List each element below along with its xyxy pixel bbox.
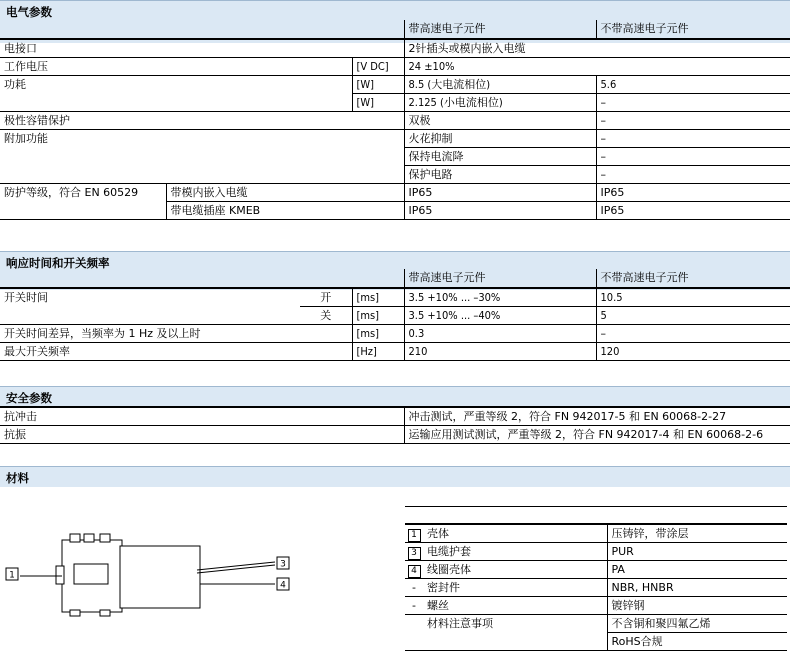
table-row [0,343,790,361]
table-row [0,76,790,94]
row-value-nofast: 5.6 [596,76,790,94]
row-label: 附加功能 [4,132,48,145]
name-plate [74,564,108,584]
table-row [0,307,790,325]
material-index: 4 [408,565,421,578]
row-value-nofast: – [596,94,790,112]
callout-3: 3 [280,559,286,570]
material-index: 3 [408,547,421,560]
table-row [405,579,787,597]
material-value: 不含铜和聚四氟乙烯 [607,615,787,633]
table-row [0,184,790,202]
row-value-fast: 保持电流降 [404,148,596,166]
table-row [0,202,790,220]
section-title: 安全参数 [6,391,52,405]
row-value-fast: 210 [404,343,596,361]
safety-table [0,406,790,444]
material-value: 镀锌钢 [607,597,787,615]
row-value-nofast: 5 [596,307,790,325]
table-row [0,325,790,343]
material-value: PUR [607,543,787,561]
col-header-fast: 带高速电子元件 [404,20,596,39]
material-name: 密封件 [423,579,607,597]
table-row [0,426,790,444]
row-value-nofast: 10.5 [596,288,790,307]
table-row [405,597,787,615]
table-row [405,615,787,633]
row-unit: [Hz] [352,343,404,361]
table-row [0,407,790,426]
material-index: - [405,579,423,597]
table-row [405,633,787,651]
table-row [0,130,790,148]
row-sublabel: 关 [300,307,352,325]
table-row [405,543,787,561]
table-row [405,561,787,579]
row-value-fast: 双极 [404,112,596,130]
row-value: 24 ±10% [404,58,790,76]
material-name: 线圈壳体 [423,561,607,579]
row-label: 抗冲击 [0,407,404,426]
material-name: 材料注意事项 [427,617,493,631]
row-value-nofast: – [596,112,790,130]
row-label: 最大开关频率 [0,343,352,361]
row-unit: [ms] [352,288,404,307]
row-value-fast: 保护电路 [404,166,596,184]
material-value: RoHS合规 [607,633,787,651]
section-title: 材料 [6,471,29,485]
row-value-nofast: IP65 [596,202,790,220]
row-value-nofast: IP65 [596,184,790,202]
callout-1: 1 [9,570,15,581]
row-unit: [W] [352,94,404,112]
section-title: 响应时间和开关频率 [6,256,110,270]
solenoid-drawing [0,530,300,620]
row-label: 功耗 [4,78,26,91]
table-row [0,94,790,112]
col-header-fast: 带高速电子元件 [404,269,596,288]
row-value-nofast: – [596,325,790,343]
response-table [0,269,790,361]
table-row [0,166,790,184]
section-header-materials [0,466,790,487]
row-value-nofast: – [596,166,790,184]
row-label: 开关时间 [4,291,48,304]
material-name: 电缆护套 [423,543,607,561]
row-value-nofast: – [596,130,790,148]
material-value: 压铸锌，带涂层 [607,524,787,543]
material-index: - [405,597,423,615]
material-name: 螺丝 [423,597,607,615]
electrical-table [0,20,790,220]
row-label: 防护等级，符合 EN 60529 [4,186,139,199]
row-value-fast: 3.5 +10% ... –40% [404,307,596,325]
material-value: NBR, HNBR [607,579,787,597]
row-value-fast: 8.5 (大电流相位) [404,76,596,94]
row-label: 抗振 [0,426,404,444]
row-sublabel: 开 [300,288,352,307]
table-row [0,58,790,76]
col-header-nofast: 不带高速电子元件 [596,269,790,288]
table-row [405,524,787,543]
material-index: 1 [408,529,421,542]
row-value: 运输应用测试测试，严重等级 2，符合 FN 942017-4 和 EN 60068-2-6 [404,426,790,444]
row-label: 工作电压 [0,58,352,76]
table-row [0,148,790,166]
section-header-safety [0,386,790,407]
callout-4: 4 [280,580,286,591]
row-value-fast: IP65 [404,184,596,202]
row-unit: [ms] [352,307,404,325]
row-value-fast: 2.125 (小电流相位) [404,94,596,112]
row-value: 冲击测试，严重等级 2，符合 FN 942017-5 和 EN 60068-2-27 [404,407,790,426]
row-value-fast: 3.5 +10% ... –30% [404,288,596,307]
row-value-fast: IP65 [404,202,596,220]
material-name: 壳体 [423,524,607,543]
row-value-nofast: – [596,148,790,166]
table-row [0,288,790,307]
material-value: PA [607,561,787,579]
row-value-fast: 0.3 [404,325,596,343]
row-sublabel: 带电缆插座 KMEB [166,202,352,220]
table-row [0,112,790,130]
row-unit: [W] [352,76,404,94]
row-value: 2针插头或模内嵌入电缆 [404,39,790,58]
row-label: 开关时间差异，当频率为 1 Hz 及以上时 [0,325,352,343]
row-label: 电接口 [0,39,352,58]
row-unit: [V DC] [352,58,404,76]
row-unit: [ms] [352,325,404,343]
materials-table [405,506,787,651]
table-row [0,39,790,58]
row-value-fast: 火花抑制 [404,130,596,148]
row-value-nofast: 120 [596,343,790,361]
col-header-nofast: 不带高速电子元件 [596,20,790,39]
section-title: 电气参数 [6,5,52,19]
row-label: 极性容错保护 [0,112,352,130]
row-sublabel: 带模内嵌入电缆 [166,184,352,202]
solenoid-coil [120,546,200,608]
